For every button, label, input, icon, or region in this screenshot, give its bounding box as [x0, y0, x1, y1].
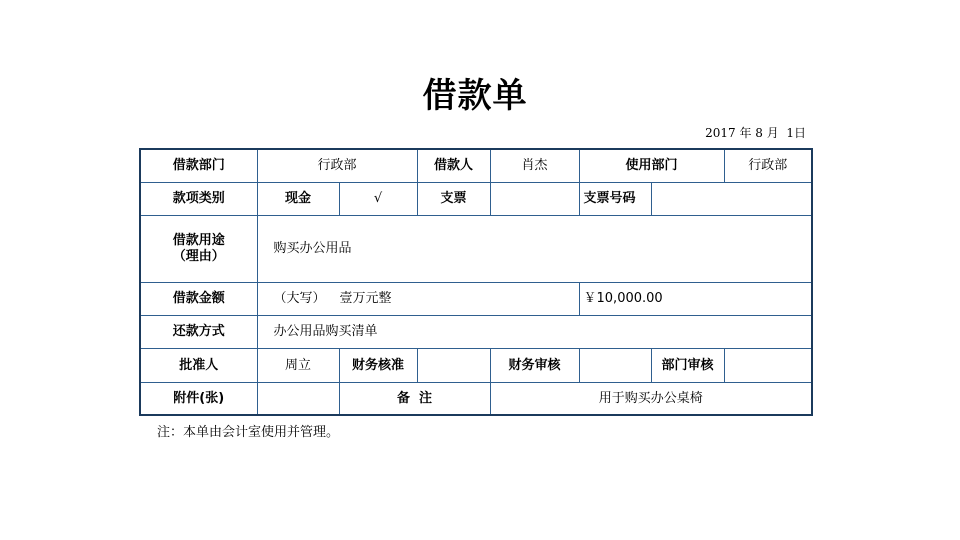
- cheque-check-cell: [490, 183, 579, 216]
- finance-review-label: 财务审核: [490, 349, 579, 383]
- row-amount: [140, 283, 812, 316]
- form-date: 2017 年 8 月 1日: [705, 126, 806, 140]
- borrow-dept-value: 行政部: [257, 149, 417, 183]
- purpose-label: [140, 216, 257, 283]
- row-purpose: [140, 216, 812, 283]
- borrower-value: 肖杰: [490, 149, 579, 183]
- borrower-label: 借款人: [417, 149, 490, 183]
- dept-review-label: 部门审核: [651, 349, 724, 383]
- approver-value: 周立: [257, 349, 339, 383]
- amount-in-words: [257, 283, 579, 316]
- cheque-no-label: 支票号码: [579, 183, 651, 216]
- purpose-label-line2: （理由）: [172, 249, 225, 264]
- amount-figure: ￥10,000.00: [579, 283, 812, 316]
- finance-approve-label: 财务核准: [339, 349, 417, 383]
- dept-review-value: [724, 349, 812, 383]
- purpose-value: 购买办公用品: [257, 216, 812, 283]
- remarks-label: 备 注: [339, 383, 490, 416]
- purpose-label-line1: 借款用途: [172, 233, 225, 248]
- attachments-label: 附件(张): [140, 383, 257, 416]
- attachments-value: [257, 383, 339, 416]
- loan-form-table: [139, 148, 813, 416]
- row-attachments: [140, 383, 812, 416]
- amount-words-prefix: （大写）: [273, 291, 326, 306]
- cheque-no-value: [651, 183, 812, 216]
- row-category: [140, 183, 812, 216]
- repay-label: 还款方式: [140, 316, 257, 349]
- category-label: 款项类别: [140, 183, 257, 216]
- amount-label: 借款金额: [140, 283, 257, 316]
- finance-review-value: [579, 349, 651, 383]
- borrow-dept-label: 借款部门: [140, 149, 257, 183]
- finance-approve-value: [417, 349, 490, 383]
- use-dept-value: 行政部: [724, 149, 812, 183]
- cash-label: 现金: [257, 183, 339, 216]
- page-title: 借款单: [422, 76, 528, 116]
- row-repayment: [140, 316, 812, 349]
- row-approval: [140, 349, 812, 383]
- remarks-value: 用于购买办公桌椅: [490, 383, 812, 416]
- repay-value: 办公用品购买清单: [257, 316, 812, 349]
- cheque-label: 支票: [417, 183, 490, 216]
- amount-words-value: 壹万元整: [339, 291, 392, 306]
- use-dept-label: 使用部门: [579, 149, 724, 183]
- approver-label: 批准人: [140, 349, 257, 383]
- cash-check-mark: √: [339, 183, 417, 216]
- footer-note: 注：本单由会计室使用并管理。: [157, 425, 340, 440]
- row-department: [140, 149, 812, 183]
